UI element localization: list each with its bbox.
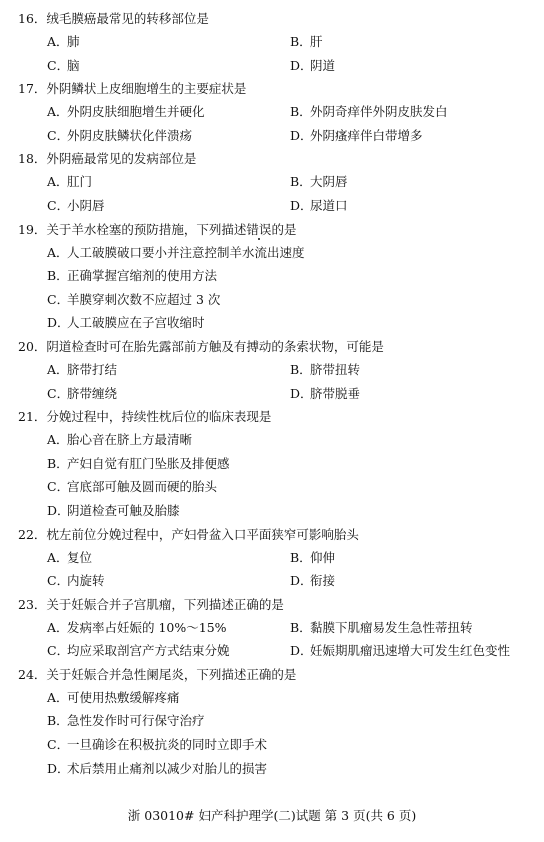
option-d bbox=[290, 194, 348, 218]
option-d bbox=[290, 124, 423, 148]
option-a bbox=[47, 358, 117, 382]
option-row bbox=[0, 288, 544, 312]
option-row bbox=[0, 546, 544, 570]
option-a bbox=[47, 100, 205, 124]
option-b bbox=[290, 170, 348, 194]
option-b bbox=[47, 709, 205, 733]
option-text: 可使用热敷缓解疼痛 bbox=[67, 689, 180, 705]
option-text: 均应采取剖宫产方式结束分娩 bbox=[67, 643, 230, 659]
option-text: 产妇自觉有肛门坠胀及排便感 bbox=[67, 455, 230, 471]
option-row bbox=[0, 54, 544, 78]
option-text: 小阴唇 bbox=[67, 197, 105, 213]
option-text: 脐带脱垂 bbox=[310, 385, 361, 401]
option-d bbox=[290, 639, 510, 663]
option-letter: D． bbox=[290, 57, 313, 73]
option-row bbox=[0, 358, 544, 382]
option-row bbox=[0, 616, 544, 640]
option-row bbox=[0, 100, 544, 124]
question-16 bbox=[0, 7, 544, 77]
option-a bbox=[47, 546, 92, 570]
option-letter: A． bbox=[47, 174, 69, 190]
option-letter: D． bbox=[47, 315, 70, 331]
emphasis-word: 错误 bbox=[246, 221, 272, 237]
question-24 bbox=[0, 663, 544, 780]
option-row bbox=[0, 686, 544, 710]
option-text: 术后禁用止痛剂以减少对胎儿的损害 bbox=[67, 760, 268, 776]
option-text: 复位 bbox=[67, 549, 93, 565]
option-text: 脐带扭转 bbox=[310, 361, 361, 377]
option-letter: A． bbox=[47, 361, 69, 377]
option-letter: C． bbox=[47, 385, 70, 401]
option-text: 内旋转 bbox=[67, 573, 105, 589]
option-text: 外阴瘙痒伴白带增多 bbox=[310, 127, 423, 143]
option-text: 正确掌握宫缩剂的使用方法 bbox=[67, 268, 218, 284]
question-stem: 16．绒毛膜癌最常见的转移部位是 bbox=[18, 11, 209, 26]
option-d bbox=[47, 757, 267, 781]
option-row bbox=[0, 569, 544, 593]
question-stem bbox=[0, 218, 544, 241]
option-text: 羊膜穿刺次数不应超过 3 次 bbox=[67, 291, 221, 307]
option-letter: D． bbox=[290, 197, 313, 213]
option-row bbox=[0, 382, 544, 406]
option-letter: B． bbox=[290, 34, 312, 49]
option-row bbox=[0, 311, 544, 335]
option-row bbox=[0, 475, 544, 499]
option-letter: B． bbox=[47, 713, 69, 729]
option-letter: D． bbox=[290, 573, 313, 589]
question-17 bbox=[0, 77, 544, 147]
option-text: 衔接 bbox=[310, 573, 336, 589]
option-text: 外阴奇痒伴外阴皮肤发白 bbox=[310, 104, 448, 120]
option-b bbox=[47, 264, 217, 288]
option-b bbox=[290, 30, 323, 54]
option-b bbox=[47, 452, 230, 476]
option-letter: B． bbox=[47, 268, 69, 284]
option-text: 肛门 bbox=[67, 174, 93, 190]
option-c bbox=[47, 288, 220, 312]
option-text: 急性发作时可行保守治疗 bbox=[67, 713, 205, 729]
option-a bbox=[47, 170, 92, 194]
option-letter: D． bbox=[290, 643, 313, 659]
option-letter: D． bbox=[47, 760, 70, 776]
question-list bbox=[0, 7, 544, 780]
option-row bbox=[0, 709, 544, 733]
option-a bbox=[47, 616, 227, 640]
option-d bbox=[290, 54, 335, 78]
option-row bbox=[0, 733, 544, 757]
option-text: 脐带缠绕 bbox=[67, 385, 118, 401]
option-c bbox=[47, 475, 217, 499]
option-row bbox=[0, 30, 544, 54]
option-letter: C． bbox=[47, 57, 70, 73]
question-18 bbox=[0, 147, 544, 217]
option-row bbox=[0, 170, 544, 194]
question-22 bbox=[0, 523, 544, 593]
option-letter: B． bbox=[290, 361, 312, 377]
option-letter: B． bbox=[290, 174, 312, 190]
option-b bbox=[290, 616, 473, 640]
option-letter: C． bbox=[47, 573, 70, 589]
option-letter: C． bbox=[47, 737, 70, 753]
option-text: 阴道 bbox=[310, 57, 336, 73]
question-stem: 17．外阴鳞状上皮细胞增生的主要症状是 bbox=[18, 81, 247, 97]
option-letter: A． bbox=[47, 34, 69, 49]
option-b bbox=[290, 546, 335, 570]
option-text: 黏膜下肌瘤易发生急性蒂扭转 bbox=[310, 619, 473, 635]
option-text: 发病率占妊娠的 10%～15% bbox=[67, 619, 227, 635]
option-text: 一旦确诊在积极抗炎的同时立即手术 bbox=[67, 737, 268, 753]
option-row bbox=[0, 194, 544, 218]
option-text: 脐带打结 bbox=[67, 361, 118, 377]
option-text: 阴道检查可触及胎膝 bbox=[67, 502, 180, 518]
option-letter: D． bbox=[290, 385, 313, 401]
option-text: 大阴唇 bbox=[310, 174, 348, 190]
option-text: 妊娠期肌瘤迅速增大可发生红色变性 bbox=[310, 643, 511, 659]
option-d bbox=[47, 311, 205, 335]
option-d bbox=[290, 382, 360, 406]
option-b bbox=[290, 100, 448, 124]
option-letter: D． bbox=[47, 502, 70, 518]
option-c bbox=[47, 733, 267, 757]
option-row bbox=[0, 757, 544, 781]
option-row bbox=[0, 124, 544, 148]
option-text: 脑 bbox=[67, 57, 80, 73]
question-stem: 24．关于妊娠合并急性阑尾炎，下列描述正确的是 bbox=[18, 666, 297, 682]
option-a bbox=[47, 30, 80, 54]
option-c bbox=[47, 639, 230, 663]
option-letter: C． bbox=[47, 197, 70, 213]
option-letter: C． bbox=[47, 127, 70, 143]
option-letter: C． bbox=[47, 291, 70, 307]
option-text: 胎心音在脐上方最清晰 bbox=[67, 432, 193, 448]
question-stem-text: 的是 bbox=[271, 221, 297, 237]
question-20 bbox=[0, 335, 544, 405]
option-d bbox=[47, 499, 180, 523]
option-a bbox=[47, 428, 192, 452]
option-row bbox=[0, 241, 544, 265]
option-row bbox=[0, 264, 544, 288]
option-text: 宫底部可触及圆而硬的胎头 bbox=[67, 479, 218, 495]
option-row bbox=[0, 428, 544, 452]
option-letter: A． bbox=[47, 549, 69, 565]
option-letter: C． bbox=[47, 643, 70, 659]
option-c bbox=[47, 569, 105, 593]
question-stem: 23．关于妊娠合并子宫肌瘤，下列描述正确的是 bbox=[18, 596, 284, 612]
question-21 bbox=[0, 405, 544, 522]
option-text: 外阴皮肤细胞增生并硬化 bbox=[67, 104, 205, 120]
option-text: 外阴皮肤鳞状化伴溃疡 bbox=[67, 127, 193, 143]
option-row bbox=[0, 499, 544, 523]
question-stem: 21．分娩过程中，持续性枕后位的临床表现是 bbox=[18, 409, 272, 425]
option-text: 人工破膜破口要小并注意控制羊水流出速度 bbox=[67, 244, 305, 260]
option-text: 仰伸 bbox=[310, 549, 336, 565]
question-stem: 22．枕左前位分娩过程中，产妇骨盆入口平面狭窄可影响胎头 bbox=[18, 526, 359, 542]
option-d bbox=[290, 569, 335, 593]
option-letter: B． bbox=[47, 455, 69, 471]
option-text: 肝 bbox=[310, 34, 323, 49]
option-text: 人工破膜应在子宫收缩时 bbox=[67, 315, 205, 331]
option-letter: A． bbox=[47, 104, 69, 120]
option-letter: D． bbox=[290, 127, 313, 143]
option-c bbox=[47, 382, 117, 406]
option-text: 尿道口 bbox=[310, 197, 348, 213]
option-letter: C． bbox=[47, 479, 70, 495]
option-c bbox=[47, 124, 192, 148]
option-letter: A． bbox=[47, 689, 69, 705]
option-letter: B． bbox=[290, 549, 312, 565]
question-stem: 20．阴道检查时可在胎先露部前方触及有搏动的条索状物，可能是 bbox=[18, 338, 384, 354]
option-b bbox=[290, 358, 360, 382]
question-stem: 18．外阴癌最常见的发病部位是 bbox=[18, 151, 197, 167]
option-text: 肺 bbox=[67, 34, 80, 49]
option-letter: B． bbox=[290, 619, 312, 635]
question-19 bbox=[0, 218, 544, 335]
option-a bbox=[47, 686, 180, 710]
option-row bbox=[0, 639, 544, 663]
option-a bbox=[47, 241, 305, 265]
page-footer: 浙 03010# 妇产科护理学(二)试题 第 3 页(共 6 页) bbox=[127, 808, 417, 823]
option-c bbox=[47, 54, 80, 78]
option-letter: B． bbox=[290, 104, 312, 120]
option-letter: A． bbox=[47, 244, 69, 260]
option-letter: A． bbox=[47, 432, 69, 448]
question-stem-text: 19．关于羊水栓塞的预防措施，下列描述 bbox=[18, 221, 247, 237]
option-row bbox=[0, 452, 544, 476]
option-letter: A． bbox=[47, 619, 69, 635]
option-c bbox=[47, 194, 105, 218]
question-23 bbox=[0, 593, 544, 663]
